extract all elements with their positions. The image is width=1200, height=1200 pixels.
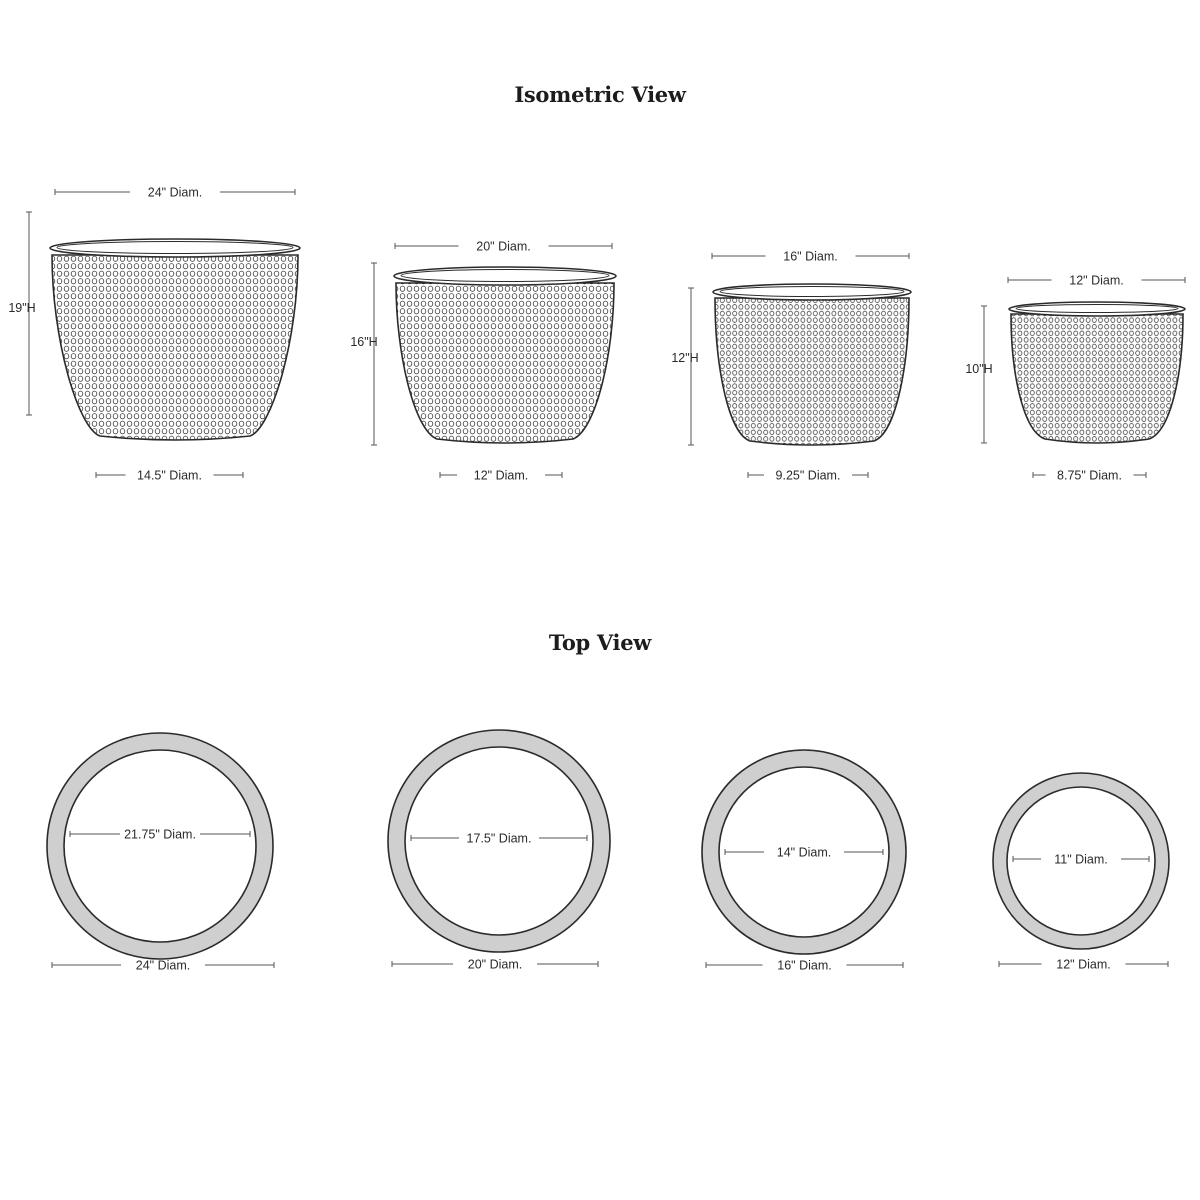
top-view-pots — [47, 730, 1169, 973]
top-view-title: Top View — [548, 630, 652, 655]
base-diameter-dimension — [748, 469, 868, 483]
height-dimension — [350, 263, 377, 445]
isometric-view-title: Isometric View — [514, 82, 686, 107]
outer-diameter-dimension — [392, 958, 598, 972]
outer-diameter-label: 20" Diam. — [467, 957, 523, 972]
top-view-pot-3 — [702, 750, 906, 973]
base-diameter-label: 14.5" Diam. — [137, 468, 202, 483]
top-diameter-label: 24" Diam. — [147, 185, 203, 200]
top-diameter-label: 12" Diam. — [1069, 273, 1124, 288]
inner-diameter-label: 14" Diam. — [776, 845, 832, 860]
top-diameter-dimension — [55, 186, 295, 200]
top-diameter-label: 20" Diam. — [476, 239, 531, 254]
height-label: 16"H — [350, 335, 378, 349]
top-diameter-dimension — [712, 250, 909, 264]
isometric-pot-1 — [8, 186, 300, 483]
base-diameter-label: 9.25" Diam. — [775, 468, 841, 483]
height-dimension — [965, 306, 992, 443]
inner-diameter-label: 11" Diam. — [1054, 852, 1108, 867]
isometric-pot-2 — [350, 240, 616, 483]
base-diameter-dimension — [96, 469, 243, 483]
top-view-pot-2 — [388, 730, 610, 972]
top-diameter-dimension — [395, 240, 612, 254]
height-label: 12"H — [671, 351, 699, 365]
inner-diameter-label: 21.75" Diam. — [124, 827, 196, 842]
isometric-pot-4 — [965, 274, 1185, 483]
pot-body-outline — [1011, 314, 1183, 443]
top-view-pot-1 — [47, 733, 274, 973]
outer-diameter-dimension — [706, 959, 903, 973]
base-diameter-dimension — [440, 469, 562, 483]
pot-body-outline — [52, 255, 298, 440]
inner-diameter-label: 17.5" Diam. — [466, 831, 532, 846]
base-diameter-dimension — [1033, 469, 1146, 483]
outer-diameter-dimension — [52, 959, 274, 973]
outer-diameter-label: 16" Diam. — [777, 958, 832, 973]
isometric-pot-3 — [671, 250, 911, 483]
top-diameter-label: 16" Diam. — [783, 249, 838, 264]
top-view-pot-4 — [993, 773, 1169, 972]
base-diameter-label: 8.75" Diam. — [1057, 468, 1122, 483]
height-label: 19"H — [8, 301, 36, 315]
pot-opening — [64, 750, 256, 942]
base-diameter-label: 12" Diam. — [473, 468, 529, 483]
top-diameter-dimension — [1008, 274, 1185, 288]
outer-diameter-label: 12" Diam. — [1056, 957, 1111, 972]
pot-body-outline — [715, 298, 909, 445]
height-dimension — [671, 288, 698, 445]
height-label: 10"H — [965, 362, 993, 376]
outer-diameter-label: 24" Diam. — [135, 958, 191, 973]
isometric-pots — [8, 186, 1185, 483]
outer-diameter-dimension — [999, 958, 1168, 972]
pot-body-outline — [396, 283, 614, 443]
height-dimension — [8, 212, 35, 415]
